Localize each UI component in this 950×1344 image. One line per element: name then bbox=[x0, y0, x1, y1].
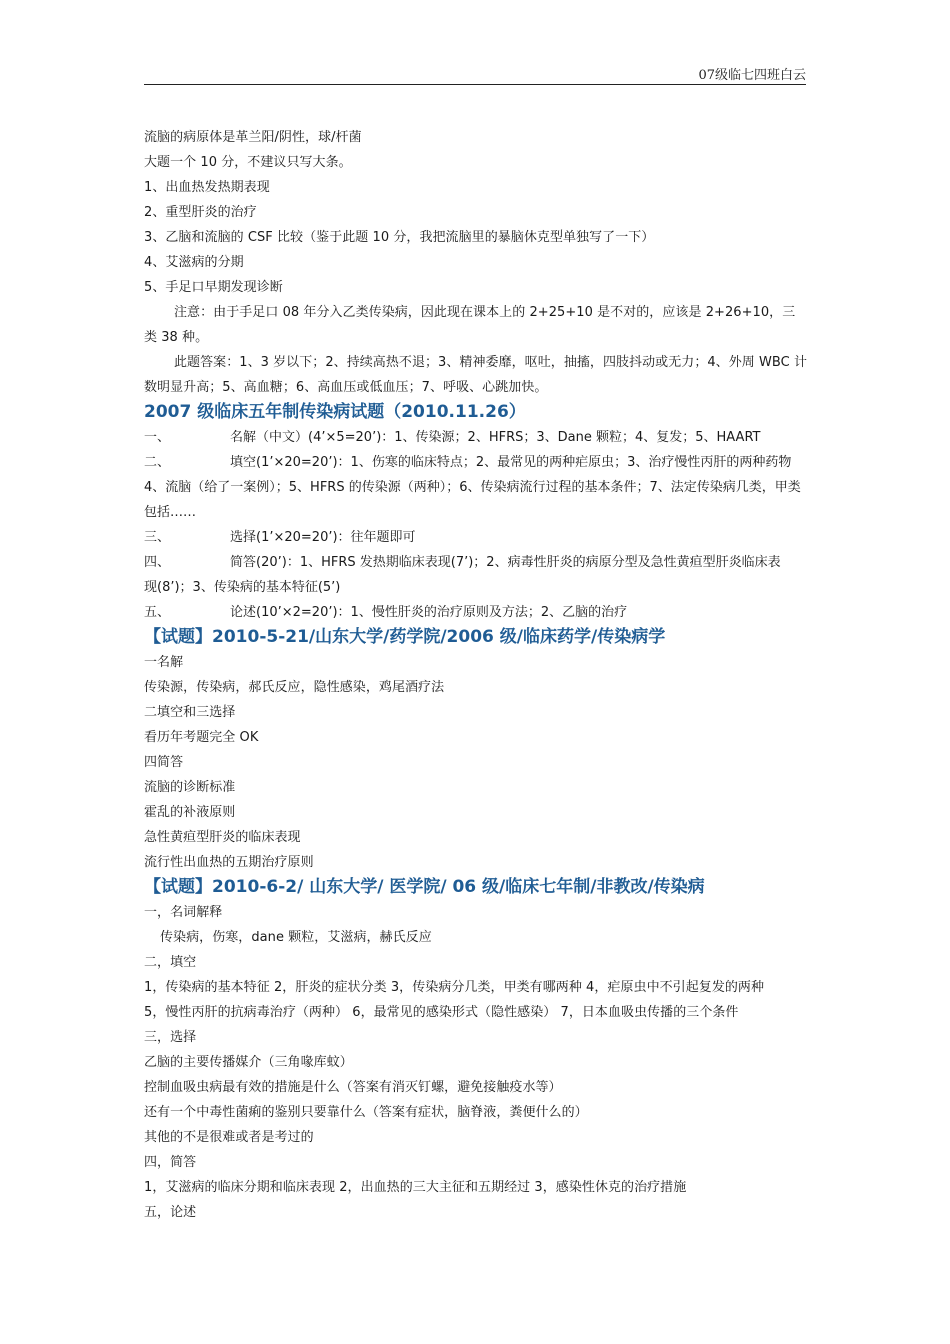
note-paragraph: 注意：由于手足口 08 年分入乙类传染病，因此现在课本上的 2+25+10 是不对的，应该是 2+26+10，三类 38 种。 bbox=[144, 305, 796, 345]
text-line: 急性黄疸型肝炎的临床表现 bbox=[144, 830, 301, 845]
text-line: 一名解 bbox=[144, 655, 184, 670]
exam-question bbox=[144, 550, 808, 575]
text-line: 三，选择 bbox=[144, 1030, 197, 1045]
question-continuation: 4、流脑（给了一案例）；5、HFRS 的传染源（两种）；6、传染病流行过程的基本条件；7、法定传染病几类，甲类 bbox=[144, 480, 801, 495]
text-line: 3、乙脑和流脑的 CSF 比较（鉴于此题 10 分，我把流脑里的暴脑休克型单独写了一下） bbox=[144, 230, 655, 245]
text-line: 一，名词解释 bbox=[144, 905, 223, 920]
text-line: 乙脑的主要传播媒介（三角喙库蚊） bbox=[144, 1055, 353, 1070]
question-text: 论述(10’×2=20’)：1、慢性肝炎的治疗原则及方法；2、乙脑的治疗 bbox=[230, 605, 628, 620]
exam-question bbox=[144, 600, 808, 625]
text-line: 传染源，传染病，郝氏反应，隐性感染，鸡尾酒疗法 bbox=[144, 680, 445, 695]
text-line: 二填空和三选择 bbox=[144, 705, 236, 720]
text-line: 四简答 bbox=[144, 755, 184, 770]
text-line: 5，慢性丙肝的抗病毒治疗（两种） 6，最常见的感染形式（隐性感染） 7，日本血吸虫传播的三个条件 bbox=[144, 1005, 739, 1020]
document-body bbox=[144, 125, 808, 1225]
text-line: 5、手足口早期发现诊断 bbox=[144, 280, 283, 295]
text-line: 四，简答 bbox=[144, 1155, 197, 1170]
question-number: 三、 bbox=[144, 530, 171, 545]
question-text: 简答(20’)：1、HFRS 发热期临床表现(7’)；2、病毒性肝炎的病原分型及急性黄疸型肝炎临床表 bbox=[230, 555, 781, 570]
header-divider bbox=[144, 84, 806, 85]
section-heading: 2007 级临床五年制传染病试题（2010.11.26） bbox=[144, 402, 526, 422]
text-line: 传染病，伤寒，dane 颗粒，艾滋病，赫氏反应 bbox=[160, 930, 432, 945]
question-number: 一、 bbox=[144, 430, 171, 445]
text-line: 流行性出血热的五期治疗原则 bbox=[144, 855, 314, 870]
text-line: 看历年考题完全 OK bbox=[144, 730, 259, 745]
text-line: 1、出血热发热期表现 bbox=[144, 180, 270, 195]
text-line: 2、重型肝炎的治疗 bbox=[144, 205, 257, 220]
text-line: 二，填空 bbox=[144, 955, 197, 970]
text-line: 控制血吸虫病最有效的措施是什么（答案有消灭钉螺，避免接触疫水等） bbox=[144, 1080, 562, 1095]
question-continuation: 包括…… bbox=[144, 505, 197, 520]
exam-question bbox=[144, 525, 808, 550]
question-text: 选择(1’×20=20’)：往年题即可 bbox=[230, 530, 416, 545]
text-line: 大题一个 10 分，不建议只写大条。 bbox=[144, 155, 352, 170]
text-line: 还有一个中毒性菌痢的鉴别只要靠什么（答案有症状，脑脊液，粪便什么的） bbox=[144, 1105, 588, 1120]
section-heading: 【试题】2010-5-21/山东大学/药学院/2006 级/临床药学/传染病学 bbox=[144, 627, 666, 647]
text-line: 霍乱的补液原则 bbox=[144, 805, 236, 820]
text-line: 五，论述 bbox=[144, 1205, 197, 1220]
exam-question bbox=[144, 425, 808, 450]
question-number: 二、 bbox=[144, 455, 171, 470]
question-number: 五、 bbox=[144, 605, 171, 620]
text-line: 流脑的病原体是革兰阳/阴性，球/杆菌 bbox=[144, 130, 362, 145]
answer-paragraph: 此题答案：1、3 岁以下；2、持续高热不退；3、精神委靡，呕吐，抽搐，四肢抖动或无力；4、外周 WBC 计数明显升高；5、高血糖；6、高血压或低血压；7、呼吸、心跳加快。 bbox=[144, 355, 808, 395]
section-heading: 【试题】2010-6-2/ 山东大学/ 医学院/ 06 级/临床七年制/非教改/传染病 bbox=[144, 877, 705, 897]
text-line: 1，艾滋病的临床分期和临床表现 2，出血热的三大主征和五期经过 3，感染性休克的治疗措施 bbox=[144, 1180, 687, 1195]
question-text: 填空(1’×20=20’)：1、伤寒的临床特点；2、最常见的两种疟原虫；3、治疗慢性丙肝的两种药物 bbox=[230, 455, 792, 470]
question-text: 名解（中文）(4’×5=20’)：1、传染源；2、HFRS；3、Dane 颗粒；4、复发；5、HAART bbox=[230, 430, 761, 445]
question-continuation: 现(8’)；3、传染病的基本特征(5’) bbox=[144, 580, 341, 595]
exam-question-list bbox=[144, 425, 808, 625]
text-line: 4、艾滋病的分期 bbox=[144, 255, 244, 270]
text-line: 1，传染病的基本特征 2，肝炎的症状分类 3，传染病分几类，甲类有哪两种 4，疟原虫中不引起复发的两种 bbox=[144, 980, 765, 995]
question-number: 四、 bbox=[144, 555, 171, 570]
text-line: 流脑的诊断标准 bbox=[144, 780, 236, 795]
exam-question bbox=[144, 450, 808, 475]
page-header: 07级临七四班白云 bbox=[698, 68, 806, 83]
text-line: 其他的不是很难或者是考过的 bbox=[144, 1130, 314, 1145]
